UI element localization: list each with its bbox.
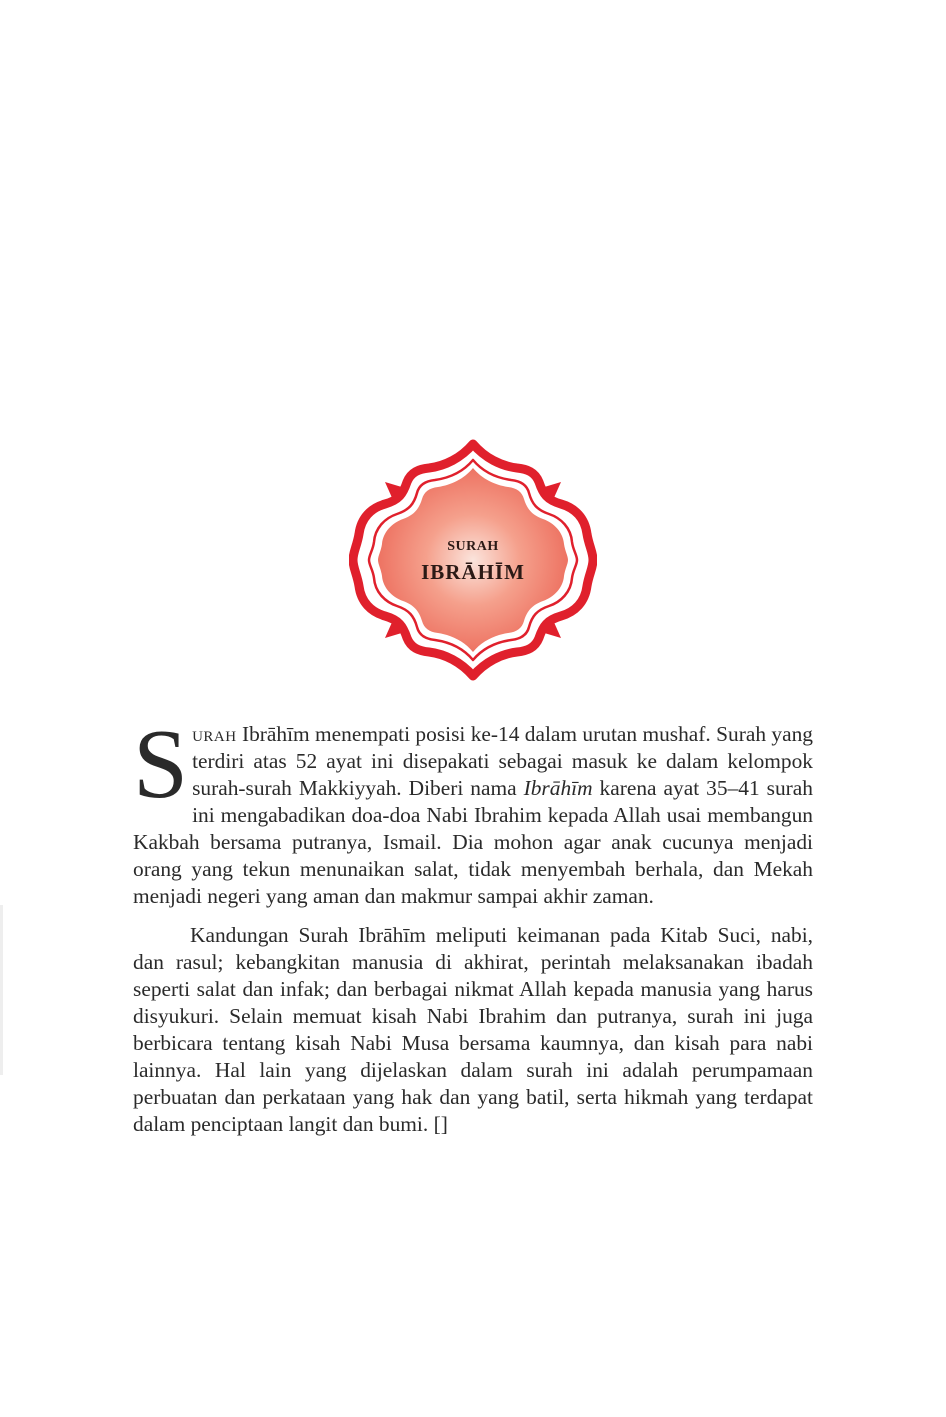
intro-italic-name: Ibrāhīm <box>523 776 593 800</box>
intro-text-part-2: karena ayat 35–41 surah ini mengabadikan doa-doa Nabi Ibrahim kepada Allah usai membangun Kakbah bersama putranya, Ismail. Dia mohon agar anak cucunya menjadi orang yang tekun menunaikan salat, tidak menyembah berhala, dan Mekah menjadi negeri yang aman dan makmur sampai akhir zaman. <box>133 776 813 908</box>
emblem-kicker: SURAH <box>447 539 499 554</box>
drop-cap: S <box>133 710 189 819</box>
intro-text-part-1: Ibrāhīm menempati posisi ke-14 dalam urutan mushaf. Surah yang terdiri atas 52 ayat ini disepakati sebagai masuk ke dalam kelompok surah-surah Makkiyyah. Diberi nama <box>192 722 813 800</box>
body-text <box>133 710 813 1138</box>
content-paragraph: Kandungan Surah Ibrāhīm meliputi keimanan pada Kitab Suci, nabi, dan rasul; kebangkitan manusia di akhirat, perintah melaksanakan ibadah seperti salat dan infak; dan berbagai nikmat Allah kepada manusia yang harus disyukuri. Selain memuat kisah Nabi Ibrahim dan putranya, surah ini juga berbicara tentang kisah Nabi Musa bersama kaumnya, dan kisah para nabi lainnya. Hal lain yang dijelaskan dalam surah ini adalah perumpamaan perbuatan dan perkataan yang hak dan yang batil, serta hikmah yang terdapat dalam penciptaan langit dan bumi. [] <box>133 923 813 1136</box>
page-edge-shadow <box>0 905 3 1075</box>
surah-title: IBRĀHĪM <box>421 560 525 584</box>
surah-emblem <box>349 438 597 682</box>
intro-paragraph <box>133 710 813 910</box>
lead-word: urah <box>192 722 237 746</box>
